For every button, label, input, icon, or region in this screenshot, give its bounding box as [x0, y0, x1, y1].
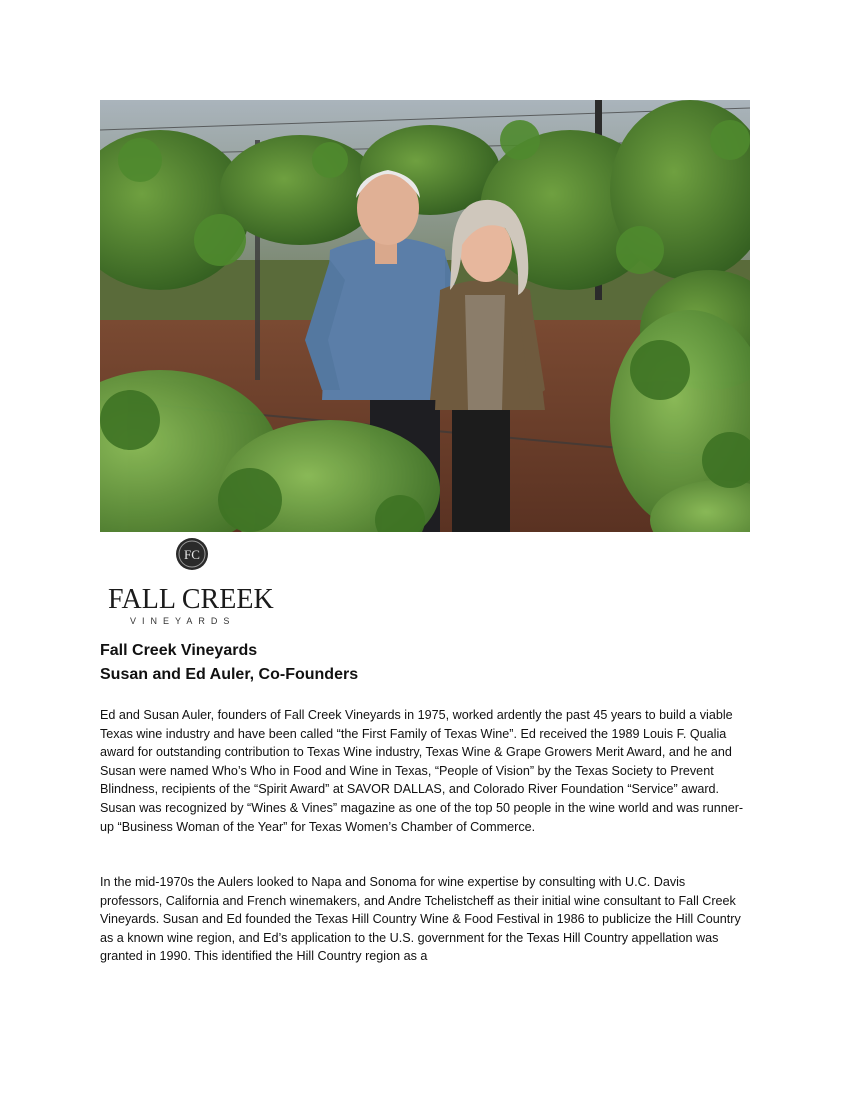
- page-subtitle: Susan and Ed Auler, Co-Founders: [100, 666, 359, 683]
- vineyard-photo-graphic: [100, 100, 750, 532]
- founders-photo: [100, 100, 750, 532]
- logo-subtitle: VINEYARDS: [130, 616, 236, 626]
- page-title: Fall Creek Vineyards: [100, 642, 258, 659]
- logo-wordmark-text: FALL CREEK: [108, 584, 274, 615]
- logo-wordmark: [108, 586, 278, 614]
- paragraph: Ed and Susan Auler, founders of Fall Creek Vineyards in 1975, worked ardently the past 45 years to build a viable Texas wine industry and have been called “the First Family of Texas Wine”. Ed received the 1989 Louis F. Qualia award for outstanding contribution to Texas Wine industry, Texas Wine & Grape Growers Merit Award, and he and Susan were named Who’s Who in Food and Wine in Texas, “People of Vision” by the Texas Society to Prevent Blindness, recipients of the “Spirit Award” at SAVOR DALLAS, and Colorado River Foundation “Service” award. Susan was recognized by “Wines & Vines” magazine as one of the top 50 people in the wine world and was runner-up “Business Woman of the Year” for Texas Women’s Chamber of Commerce.: [100, 708, 744, 834]
- seal-monogram: FC: [184, 547, 200, 562]
- paragraph: In the mid-1970s the Aulers looked to Napa and Sonoma for wine expertise by consulting with U.C. Davis professors, California and French winemakers, and Andre Tchelistcheff as their initial wine consultant to Fall Creek Vineyards. Susan and Ed founded the Texas Hill Country Wine & Food Festival in 1986 to publicize the Hill Country as a known wine region, and Ed’s application to the U.S. government for the Texas Hill Country appellation was granted in 1990. This identified the Hill Country region as a: [100, 875, 741, 964]
- fall-creek-seal-logo: [175, 537, 209, 571]
